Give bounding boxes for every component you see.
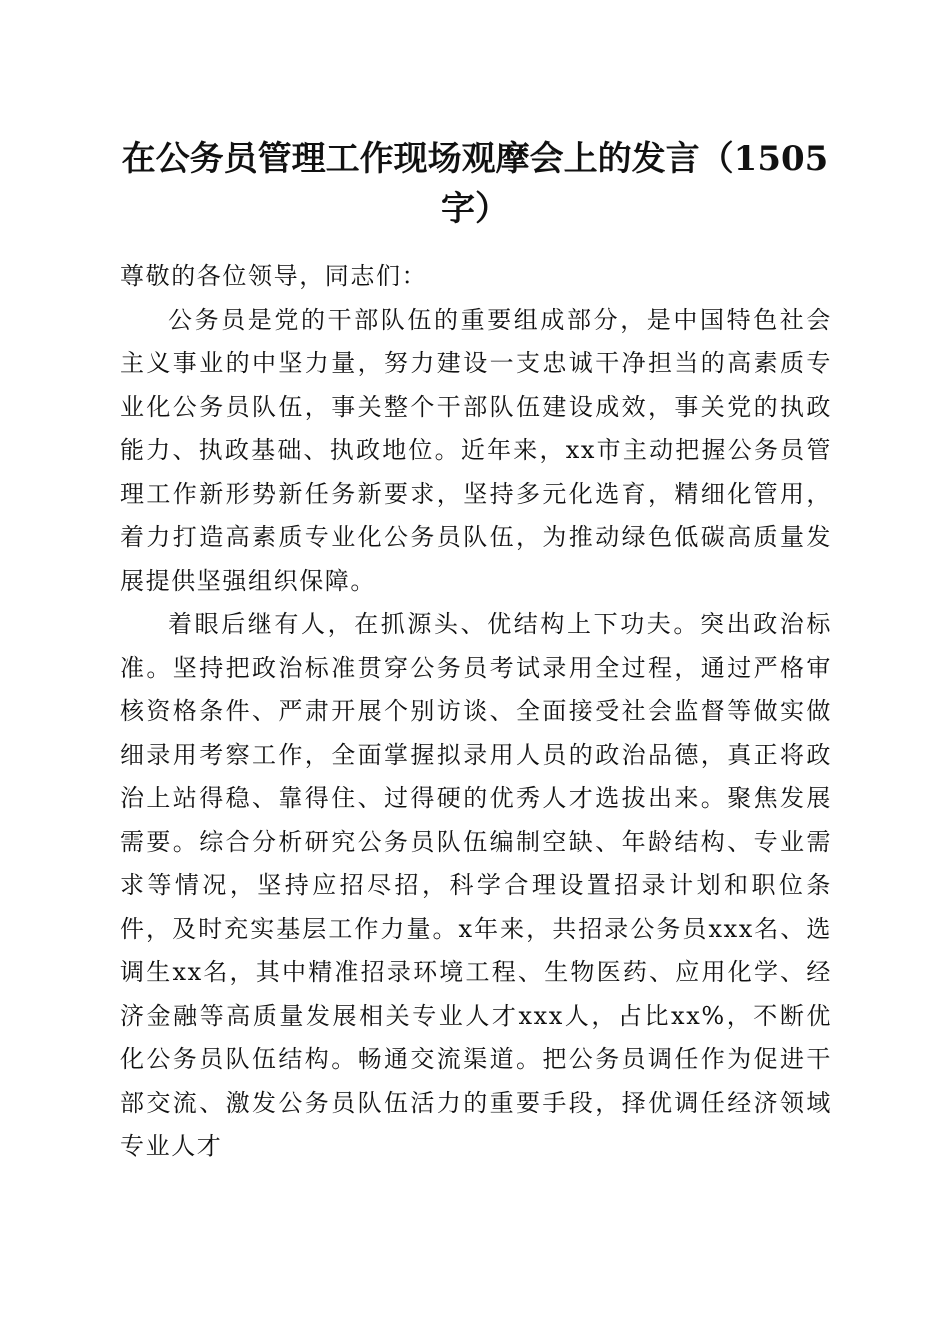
document-body (120, 255, 832, 1169)
paragraph-recruitment: 着眼后继有人，在抓源头、优结构上下功夫。突出政治标准。坚持把政治标准贯穿公务员考试录用全过程，通过严格审核资格条件、严肃开展个别访谈、全面接受社会监督等做实做细录用考察工作，全面掌握拟录用人员的政治品德，真正将政治上站得稳、靠得住、过得硬的优秀人才选拔出来。聚焦发展需要。综合分析研究公务员队伍编制空缺、年龄结构、专业需求等情况，坚持应招尽招，科学合理设置招录计划和职位条件，及时充实基层工作力量。x年来，共招录公务员xxx名、选调生xx名，其中精准招录环境工程、生物医药、应用化学、经济金融等高质量发展相关专业人才xxx人，占比xx%，不断优化公务员队伍结构。畅通交流渠道。把公务员调任作为促进干部交流、激发公务员队伍活力的重要手段，择优调任经济领域专业人才 (120, 610, 832, 1160)
paragraph-intro: 公务员是党的干部队伍的重要组成部分，是中国特色社会主义事业的中坚力量，努力建设一支忠诚干净担当的高素质专业化公务员队伍，事关整个干部队伍建设成效，事关党的执政能力、执政基础、执政地位。近年来，xx市主动把握公务员管理工作新形势新任务新要求，坚持多元化选育，精细化管用，着力打造高素质专业化公务员队伍，为推动绿色低碳高质量发展提供坚强组织保障。 (120, 305, 832, 595)
document-title: 在公务员管理工作现场观摩会上的发言（1505字） (121, 139, 829, 229)
salutation: 尊敬的各位领导，同志们： (120, 262, 428, 290)
